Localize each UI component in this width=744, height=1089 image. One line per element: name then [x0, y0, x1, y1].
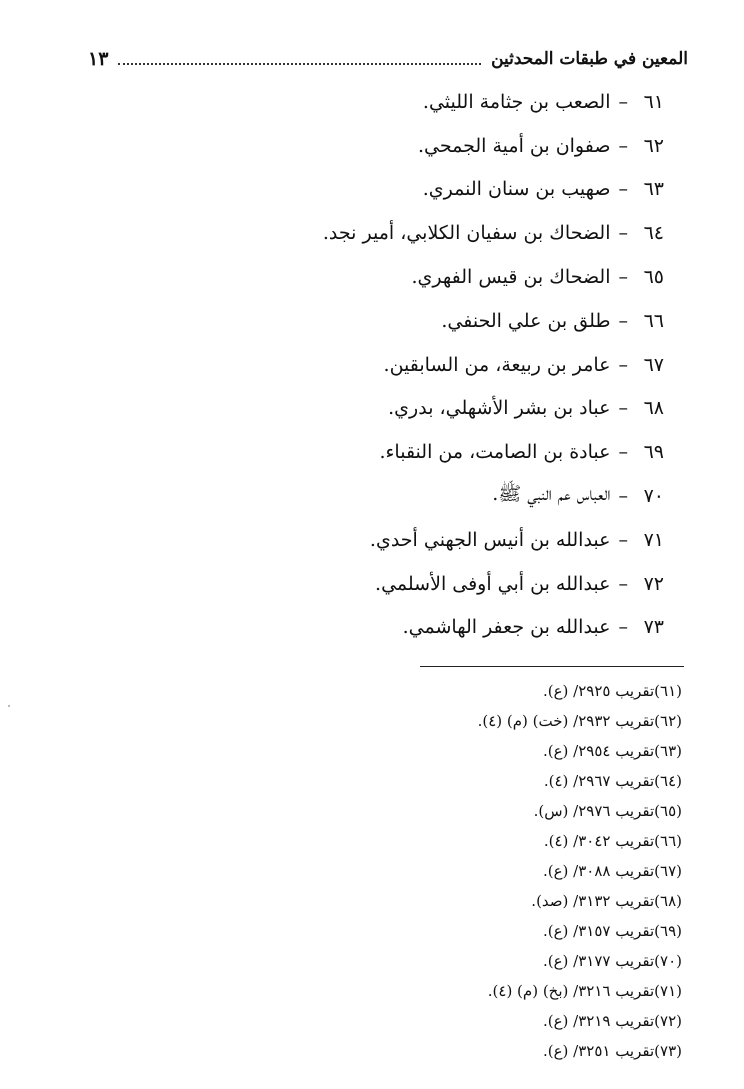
- footnote-item: (٧١)تقريب ٣٢١٦/ (بخ) (م) (٤).: [487, 982, 682, 1000]
- footnote-item: (٦٧)تقريب ٣٠٨٨/ (ع).: [542, 862, 682, 880]
- entry-text: عباد بن بشر الأشهلي، بدري.: [388, 397, 611, 420]
- entry-number: ٦٥: [643, 266, 664, 289]
- entry-dash: –: [618, 616, 628, 639]
- entry-number: ٦٧: [643, 353, 664, 376]
- footnotes: [222, 676, 682, 1066]
- book-title: المعين في طبقات المحدثين: [491, 49, 688, 69]
- entry-dash: –: [618, 134, 628, 157]
- entry-text: عبدالله بن أبي أوفى الأسلمي.: [375, 572, 611, 595]
- footnote-separator: [420, 666, 684, 667]
- entry-text: عبدالله بن أنيس الجهني أحدي.: [369, 528, 611, 551]
- entry-dash: –: [618, 266, 628, 289]
- footnote-item: (٦٦)تقريب ٣٠٤٢/ (٤).: [543, 832, 682, 850]
- list-item: [104, 387, 664, 431]
- footnote-item: (٧٣)تقريب ٣٢٥١/ (ع).: [542, 1042, 682, 1060]
- entry-text: طلق بن علي الحنفي.: [441, 309, 611, 332]
- entry-number: ٧١: [643, 528, 664, 551]
- entry-number: ٦٦: [643, 309, 664, 332]
- list-item: [104, 168, 664, 212]
- entry-text: عامر بن ربيعة، من السابقين.: [383, 353, 611, 376]
- footnote-item: (٦٢)تقريب ٢٩٣٢/ (خت) (م) (٤).: [477, 712, 682, 730]
- scan-speck: [8, 705, 10, 707]
- entry-dash: –: [618, 397, 628, 420]
- list-item: [104, 562, 664, 606]
- entry-number: ٦٨: [643, 397, 664, 420]
- running-header: [88, 44, 688, 74]
- entry-number: ٧٢: [643, 572, 664, 595]
- entry-text: العباس عم النبي ﷺ.: [492, 483, 611, 506]
- entry-text: عبادة بن الصامت، من النقباء.: [379, 441, 611, 464]
- entry-dash: –: [618, 178, 628, 201]
- list-item: [104, 474, 664, 518]
- footnote-item: (٦٨)تقريب ٣١٣٢/ (صد).: [531, 892, 682, 910]
- list-item: [104, 606, 664, 650]
- entry-text: عبدالله بن جعفر الهاشمي.: [402, 616, 611, 639]
- entry-text: الصعب بن جثامة الليثي.: [422, 90, 611, 113]
- footnote-item: (٦٩)تقريب ٣١٥٧/ (ع).: [542, 922, 682, 940]
- footnote-item: (٦٤)تقريب ٢٩٦٧/ (٤).: [543, 772, 682, 790]
- entry-dash: –: [618, 353, 628, 376]
- entry-number: ٦٩: [643, 441, 664, 464]
- entry-text: الضحاك بن سفيان الكلابي، أمير نجد.: [322, 222, 611, 245]
- entry-dash: –: [618, 572, 628, 595]
- entry-dash: –: [618, 485, 628, 508]
- entry-number: ٦١: [643, 90, 664, 113]
- entry-number: ٦٤: [643, 222, 664, 245]
- footnote-item: (٦١)تقريب ٢٩٢٥/ (ع).: [542, 682, 682, 700]
- header-dot-leader: [118, 53, 481, 65]
- list-item: [104, 299, 664, 343]
- list-item: [104, 518, 664, 562]
- entry-dash: –: [618, 441, 628, 464]
- list-item: [104, 343, 664, 387]
- footnote-item: (٧٢)تقريب ٣٢١٩/ (ع).: [542, 1012, 682, 1030]
- narrator-list: [104, 80, 664, 649]
- entry-dash: –: [618, 90, 628, 113]
- footnote-item: (٧٠)تقريب ٣١٧٧/ (ع).: [542, 952, 682, 970]
- entry-dash: –: [618, 528, 628, 551]
- list-item: [104, 124, 664, 168]
- list-item: [104, 80, 664, 124]
- entry-text: صهيب بن سنان النمري.: [422, 178, 611, 201]
- entry-number: ٧٠: [643, 485, 664, 508]
- entry-text: الضحاك بن قيس الفهري.: [411, 266, 611, 289]
- entry-number: ٦٣: [643, 178, 664, 201]
- footnote-item: (٦٣)تقريب ٢٩٥٤/ (ع).: [542, 742, 682, 760]
- footnote-item: (٦٥)تقريب ٢٩٧٦/ (س).: [533, 802, 682, 820]
- list-item: [104, 255, 664, 299]
- entry-dash: –: [618, 222, 628, 245]
- entry-text: صفوان بن أمية الجمحي.: [418, 134, 611, 157]
- list-item: [104, 430, 664, 474]
- entry-number: ٧٣: [643, 616, 664, 639]
- list-item: [104, 211, 664, 255]
- entry-number: ٦٢: [643, 134, 664, 157]
- page-number: ١٣: [88, 48, 109, 70]
- entry-dash: –: [618, 309, 628, 332]
